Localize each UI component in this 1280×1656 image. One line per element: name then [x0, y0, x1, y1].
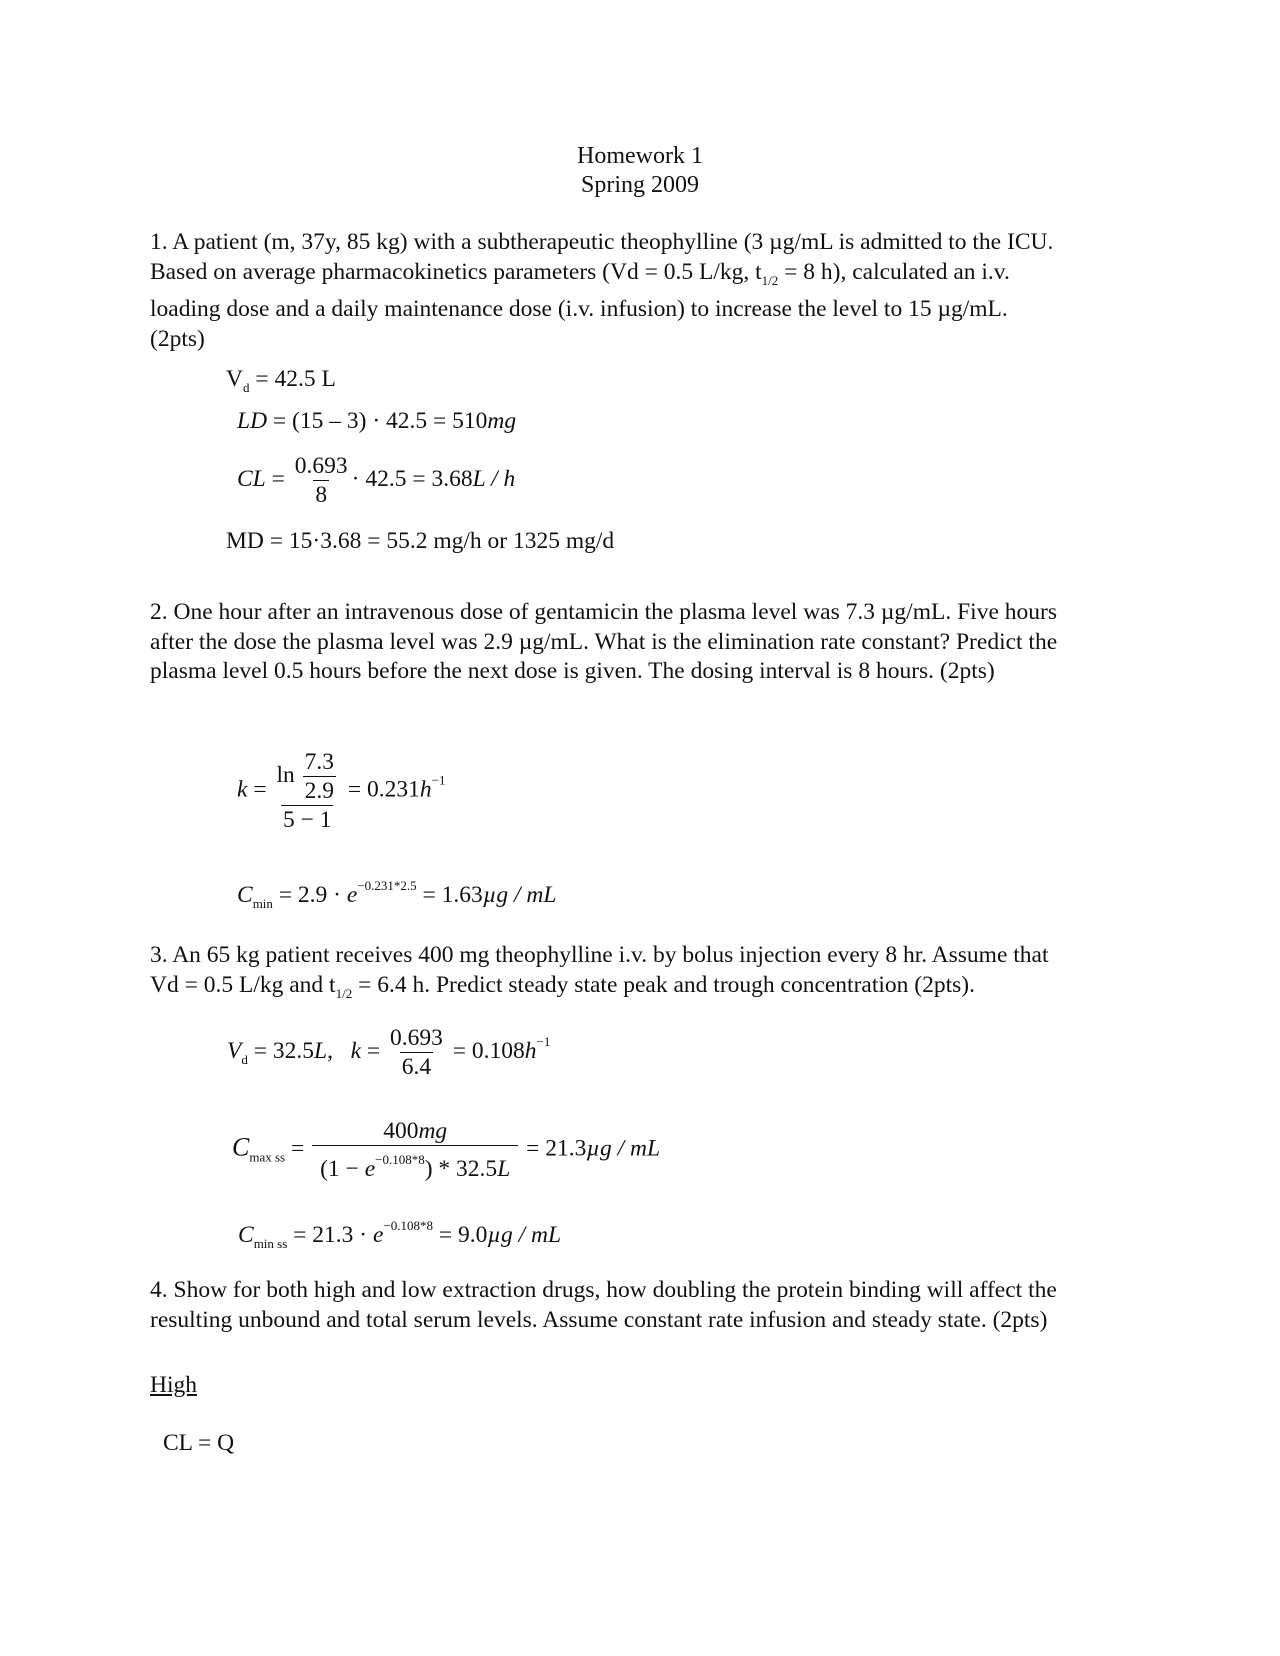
page-title: Homework 1: [577, 143, 703, 169]
q1-cl-fraction: $\frac{0.693}{8}$: [294, 453, 348, 508]
q3-cmax-equation: $C_{max ss}$ = $\frac{400mg}{(1 - e^{-0.108*8}) * 32.5L}$ = 21.3µg / mL: [232, 1118, 661, 1182]
q1-line-4: (2pts): [150, 325, 205, 352]
question-4-text: [150, 1276, 1150, 1335]
q4-line-2: resulting unbound and total serum levels. Assume constant rate infusion and steady state. (2pts): [150, 1306, 1048, 1333]
q2-ln-fraction: $\frac{7.3}{2.9}$: [304, 749, 334, 804]
page-subtitle: Spring 2009: [580, 172, 699, 198]
q2-k-fraction: ln $\frac{7.3}{2.9}$ 5 − 1: [276, 749, 334, 833]
q1-cl-equation: CL = $\frac{0.693}{8}$ · 42.5 = 3.68L / h: [237, 453, 516, 508]
question-2-text: [150, 598, 1150, 687]
q1-md-equation: MD = 15·3.68 = 55.2 mg/h or 1325 mg/d: [226, 528, 615, 554]
q2-line-1: 2. One hour after an intravenous dose of gentamicin the plasma level was 7.3 µg/mL. Five hours: [150, 599, 1057, 625]
question-1-text: [150, 228, 1150, 354]
q2-line-2: after the dose the plasma level was 2.9 µg/mL. What is the elimination rate constant? Predict the: [150, 628, 1058, 655]
question-3-text: [150, 941, 1150, 1008]
q1-line-1: 1. A patient (m, 37y, 85 kg) with a subtherapeutic theophylline (3 µg/mL is admitted to the ICU.: [150, 229, 1054, 255]
q1-ld-equation: LD = (15 – 3) · 42.5 = 510mg: [237, 408, 517, 434]
q2-k-equation: k = ln $\frac{7.3}{2.9}$ 5 − 1 = $0.231h^{-1}$: [237, 749, 446, 833]
q1-line-3: loading dose and a daily maintenance dose (i.v. infusion) to increase the level to 15 µg/mL.: [150, 296, 1008, 322]
q2-cmin-equation: $C_{min} = 2.9 \cdot e^{-0.231*2.5} = 1.63\mu g$ / mL: [237, 878, 557, 911]
q3-cmin-ss-equation: $C_{min ss} = 21.3 \cdot e^{-0.108*8} = 9.0\mu g$ / mL: [238, 1218, 562, 1251]
q3-line-1: 3. An 65 kg patient receives 400 mg theophylline i.v. by bolus injection every 8 hr. Assume that: [150, 942, 1049, 968]
q4-high-heading: High: [150, 1372, 197, 1398]
q2-line-3: plasma level 0.5 hours before the next dose is given. The dosing interval is 8 hours. (2pts): [150, 658, 995, 684]
q3-k-fraction: $\frac{0.693}{6.4}$: [390, 1025, 443, 1080]
q3-line-2: Vd = 0.5 L/kg and $t_{1/2} = 6.4$ h. Predict steady state peak and trough concentration (2pts).: [150, 971, 975, 1001]
q3-cmax-fraction: $\frac{400mg}{(1 - e^{-0.108*8}) * 32.5L}$: [312, 1117, 518, 1183]
q4-cl-equation: CL = Q: [163, 1430, 235, 1456]
q3-vd-k-equation: $V_d = 32.5L$, k = $\frac{0.693}{6.4}$ = $0.108h^{-1}$: [227, 1025, 551, 1080]
q1-vd-equation: $V_d = 42.5$ L: [226, 366, 336, 395]
q1-line-2: Based on average pharmacokinetics parameters (Vd = 0.5 L/kg, $t_{1/2} = 8$ h), calculated an i.v.: [150, 258, 1010, 288]
q4-line-1: 4. Show for both high and low extraction drugs, how doubling the protein binding will affect the: [150, 1277, 1057, 1303]
